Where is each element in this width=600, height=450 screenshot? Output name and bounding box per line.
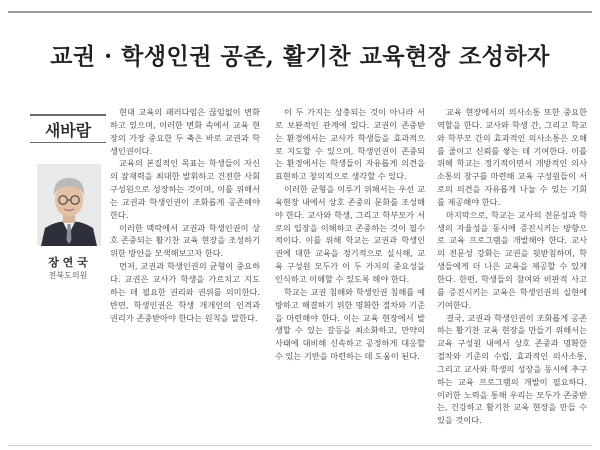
article-paragraph: 이러한 맥락에서 교권과 학생인권이 상호 존중되는 활기찬 교육 현장을 조성하기 위한 방안을 모색해보고자 한다. — [110, 222, 260, 259]
bottom-rule — [8, 445, 592, 446]
article-paragraph: 학교는 교권 침해와 학생인권 침해를 예방하고 해결하기 위한 명확한 절차와 기준을 마련해야 한다. 이는 교육 현장에서 발생할 수 있는 갈등을 최소화하고, 만약의 사태에 대비해 신속하고 공정하게 대응할 수 있는 기반을 마련하는 데 도움이 된다. — [275, 286, 425, 362]
article-paragraph: 먼저, 교권과 학생인권의 균형이 중요하다. 교권은 교사가 학생을 가르치고 지도하는 데 필요한 권리와 권위를 의미한다. 반면, 학생인권은 학생 개개인의 인격과 권리가 존중받아야 한다는 원칙을 말한다. — [110, 261, 260, 323]
column-tag-rule-bottom — [30, 142, 106, 143]
article-headline: 교권 · 학생인권 공존, 활기찬 교육현장 조성하자 — [50, 43, 550, 70]
article-paragraph: 교육 현장에서의 의사소통 또한 중요한 역할을 한다. 교사와 학생 간, 그리고 학교와 학부모 간의 효과적인 의사소통은 오해를 줄이고 신뢰를 쌓는 데 기여한다. 이를 위해 학교는 정기적이면서 개방적인 의사소통의 창구를 마련해 교육 구성원들이 서로의 의견을 자유롭게 나눌 수 있는 기회를 제공해야 한다. — [437, 107, 587, 207]
article-paragraph: 마지막으로, 학교는 교사의 전문성과 학생의 자율성을 동시에 증진시키는 방향으로 교육 프로그램을 개발해야 한다. 교사의 전문성 강화는 교권을 뒷받침하며, 학생들에게 더 나은 교육을 제공할 수 있게 한다. 한편, 학생들의 참여와 비판적 사고를 증진시키는 교육은 학생인권의 실현에 기여한다. — [437, 209, 587, 310]
column-name: 새바람 — [44, 121, 92, 140]
article-column-2 — [275, 106, 425, 440]
article-paragraph: 현대 교육의 패러다임은 끊임없이 변화하고 있으며, 이러한 변화 속에서 교육 현장의 가장 중요한 두 축은 바로 교권과 학생인권이다. — [110, 107, 260, 156]
article-paragraph: 이 두 가지는 상충되는 것이 아니라 서로 보완적인 관계에 있다. 교권이 존중받는 환경에서는 교사가 학생들을 효과적으로 지도할 수 있으며, 학생인권이 존중되는 환경에서는 학생들이 자유롭게 의견을 표현하고 창의적으로 생각할 수 있다. — [275, 107, 425, 182]
author-name: 장 연 국 — [48, 256, 88, 269]
article-paragraph: 교육의 본질적인 목표는 학생들이 자신의 잠재력을 최대한 발휘하고 건전한 사회 구성원으로 성장하는 것이며, 이를 위해서는 교권과 학생인권이 조화롭게 공존해야 한다. — [110, 158, 260, 220]
article-column-1 — [110, 106, 260, 440]
author-role: 전북도의원 — [48, 271, 88, 280]
article-column-3 — [437, 106, 587, 440]
author-portrait — [37, 164, 101, 246]
column-tag-rule-top — [30, 114, 106, 116]
article-paragraph: 이러한 균형을 이루기 위해서는 우선 교육현장 내에서 상호 존중의 문화를 조성해야 한다. 교사와 학생, 그리고 학부모가 서로의 입장을 이해하고 존중하는 것이 필수적이다. 이를 위해 학교는 교권과 학생인권에 대한 교육을 정기적으로 실시해, 교육 구성원 모두가 이 두 가지의 중요성을 인식하고 이해할 수 있도록 해야 한다. — [275, 184, 425, 284]
article-paragraph: 결국, 교권과 학생인권이 조화롭게 공존하는 활기찬 교육 현장을 만들기 위해서는 교육 구성원 내에서 상호 존중과 명확한 절차와 기준의 수립, 효과적인 의사소통, 그리고 교사와 학생의 성장을 동시에 추구하는 교육 프로그램의 개발이 필요하다. 이러한 노력을 통해 우리는 모두가 존중받는, 건강하고 활기찬 교육 현장을 만들 수 있을 것이다. — [437, 312, 587, 426]
top-rule — [8, 11, 592, 13]
